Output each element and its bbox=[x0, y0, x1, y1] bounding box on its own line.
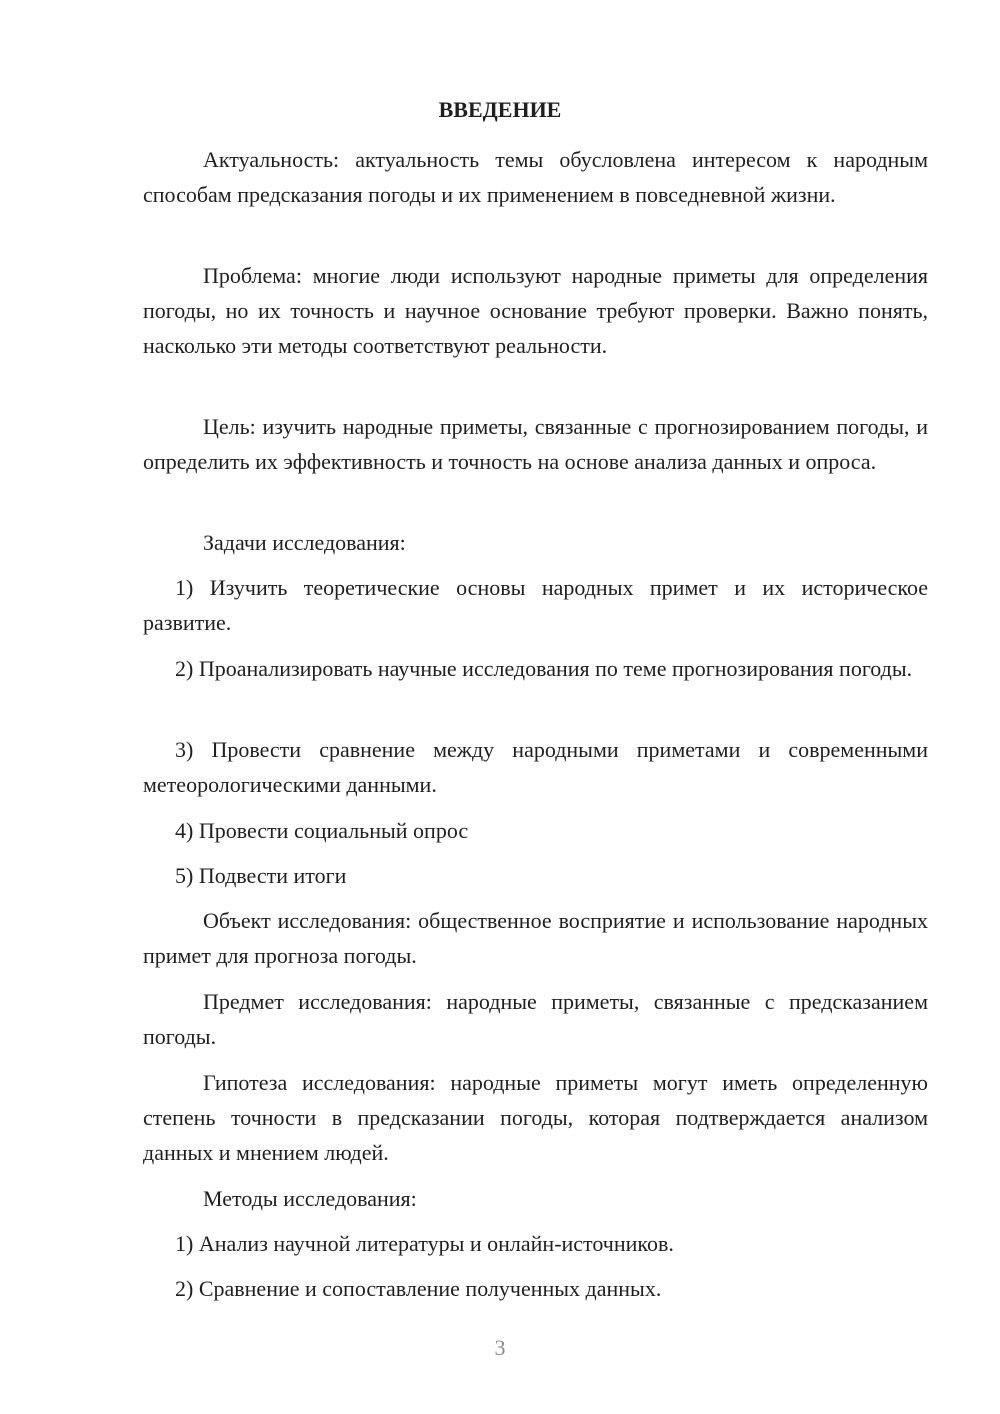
methods-heading: Методы исследования: bbox=[203, 1186, 417, 1211]
tasks-heading: Задачи исследования: bbox=[203, 530, 406, 555]
task-item-4: 4) Провести социальный опрос bbox=[175, 818, 469, 843]
task-item-2: 2) Проанализировать научные исследования по теме прогнозирования погоды. bbox=[175, 656, 913, 681]
method-item-1: 1) Анализ научной литературы и онлайн-источников. bbox=[175, 1231, 674, 1256]
section-title: ВВЕДЕНИЕ bbox=[438, 97, 562, 122]
hypothesis-paragraph: Гипотеза исследования: народные приметы могут иметь определенную степень точности в предсказании погоды, которая подтверждается анализом данных и мнением людей. bbox=[143, 1070, 928, 1165]
goal-paragraph: Цель: изучить народные приметы, связанные с прогнозированием погоды, и определить их эффективность и точность на основе анализа данных и опроса. bbox=[143, 414, 928, 474]
page-number: 3 bbox=[494, 1335, 506, 1360]
object-paragraph: Объект исследования: общественное восприятие и использование народных примет для прогноза погоды. bbox=[143, 908, 928, 968]
task-item-1: 1) Изучить теоретические основы народных примет и их историческое развитие. bbox=[143, 575, 928, 635]
subject-paragraph: Предмет исследования: народные приметы, связанные с предсказанием погоды. bbox=[143, 989, 928, 1049]
method-item-2: 2) Сравнение и сопоставление полученных данных. bbox=[175, 1276, 662, 1301]
task-item-3: 3) Провести сравнение между народными приметами и современными метеорологическими данными. bbox=[143, 737, 928, 797]
task-item-5: 5) Подвести итоги bbox=[175, 863, 347, 888]
relevance-paragraph: Актуальность: актуальность темы обусловлена интересом к народным способам предсказания погоды и их применением в повседневной жизни. bbox=[143, 147, 928, 207]
problem-paragraph: Проблема: многие люди используют народные приметы для определения погоды, но их точность и научное основание требуют проверки. Важно понять, насколько эти методы соответствуют реальности. bbox=[143, 263, 928, 358]
